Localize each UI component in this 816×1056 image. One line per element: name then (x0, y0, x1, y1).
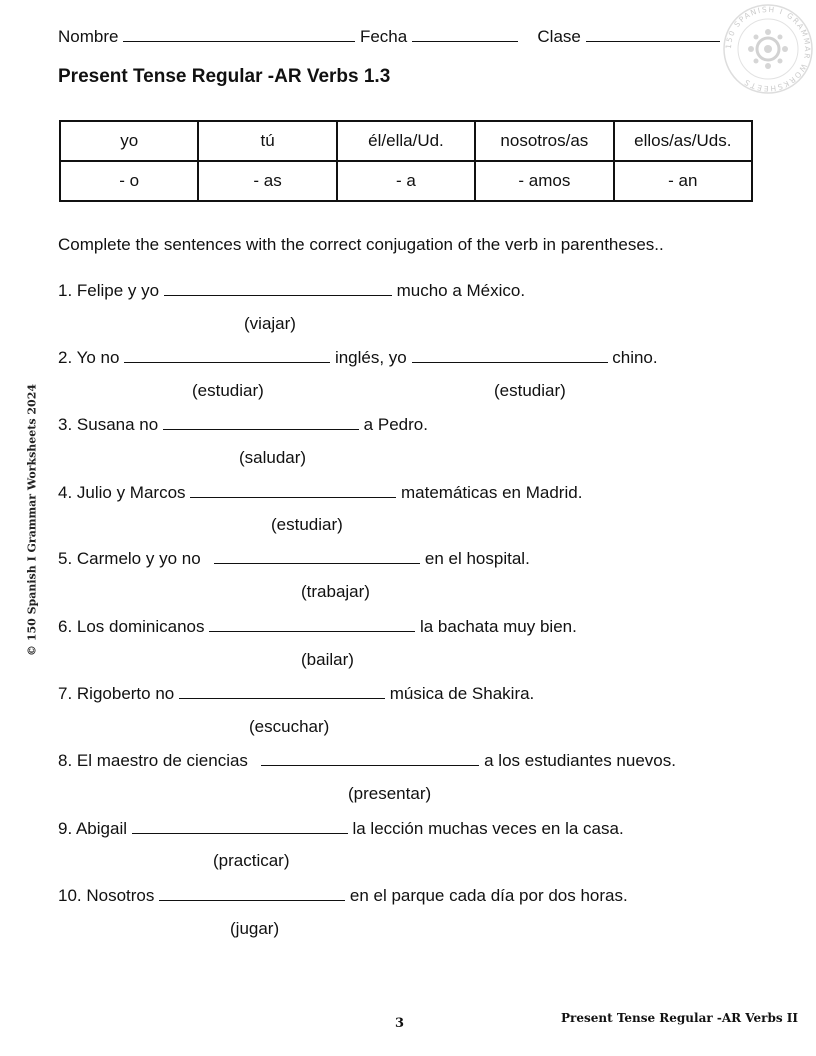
exercise-4 (58, 482, 582, 503)
exercise-text: 7. Rigoberto no (58, 684, 175, 703)
answer-blank[interactable] (261, 750, 479, 766)
answer-blank[interactable] (214, 548, 420, 564)
table-cell: él/ella/Ud. (337, 121, 475, 161)
exercise-text: chino. (612, 348, 658, 367)
class-label: Clase (537, 27, 581, 46)
header-row (58, 26, 720, 47)
exercise-1 (58, 280, 525, 301)
verb-hint: (jugar) (230, 919, 280, 938)
answer-blank[interactable] (179, 683, 385, 699)
exercise-9 (58, 818, 624, 839)
exercise-text: la bachata muy bien. (419, 617, 577, 636)
exercise-2 (58, 347, 658, 368)
table-cell: yo (60, 121, 198, 161)
exercise-text: 1. Felipe y yo (58, 281, 160, 300)
exercise-text: en el parque cada día por dos horas. (349, 886, 628, 905)
exercise-3 (58, 414, 428, 435)
exercise-8 (58, 750, 676, 771)
exercise-text: la lección muchas veces en la casa. (352, 819, 624, 838)
exercise-10 (58, 885, 628, 906)
exercise-text: 3. Susana no (58, 415, 159, 434)
exercise-text: a Pedro. (363, 415, 428, 434)
answer-blank[interactable] (163, 414, 359, 430)
exercise-text: 5. Carmelo y yo no (58, 549, 201, 568)
verb-hint: (viajar) (244, 314, 296, 333)
verb-hint: (trabajar) (301, 582, 370, 601)
exercise-text: en el hospital. (424, 549, 530, 568)
exercise-text: 6. Los dominicanos (58, 617, 205, 636)
exercise-text: inglés, yo (334, 348, 407, 367)
table-cell: - o (60, 161, 198, 201)
date-field[interactable] (412, 26, 518, 42)
page-number: 3 (395, 1016, 405, 1031)
table-cell: ellos/as/Uds. (614, 121, 752, 161)
exercise-6 (58, 616, 577, 637)
svg-text:150 SPANISH I GRAMMAR WORKSHEE: 150 SPANISH I GRAMMAR WORKSHEETS (723, 4, 813, 94)
exercise-text: mucho a México. (396, 281, 526, 300)
pronoun-row (60, 121, 752, 161)
verb-hint: (presentar) (348, 784, 432, 803)
exercise-text: 10. Nosotros (58, 886, 155, 905)
name-label: Nombre (58, 27, 119, 46)
table-cell: - a (337, 161, 475, 201)
exercise-text: 2. Yo no (58, 348, 120, 367)
side-copyright: © 150 Spanish I Grammar Worksheets 2024 (25, 383, 39, 657)
name-field[interactable] (123, 26, 355, 42)
table-cell: nosotros/as (475, 121, 613, 161)
exercise-text: matemáticas en Madrid. (401, 483, 583, 502)
verb-hint: (estudiar) (271, 515, 343, 534)
table-cell: tú (198, 121, 336, 161)
page-title: Present Tense Regular -AR Verbs 1.3 (58, 66, 391, 87)
exercise-text: a los estudiantes nuevos. (484, 751, 676, 770)
answer-blank[interactable] (190, 482, 396, 498)
exercise-text: 8. El maestro de ciencias (58, 751, 248, 770)
verb-hint: (estudiar) (494, 381, 566, 400)
exercise-text: música de Shakira. (389, 684, 535, 703)
footer-title: Present Tense Regular -AR Verbs II (561, 1011, 799, 1025)
exercise-text: 9. Abigail (58, 819, 127, 838)
instructions: Complete the sentences with the correct conjugation of the verb in parentheses.. (58, 235, 664, 254)
ending-row (60, 161, 752, 201)
exercise-7 (58, 683, 534, 704)
seal-logo-icon (722, 3, 814, 95)
table-cell: - as (198, 161, 336, 201)
conjugation-table (59, 120, 753, 202)
verb-hint: (saludar) (239, 448, 307, 467)
date-label: Fecha (359, 27, 408, 46)
table-cell: - an (614, 161, 752, 201)
verb-hint: (practicar) (213, 851, 290, 870)
answer-blank[interactable] (209, 616, 415, 632)
table-cell: - amos (475, 161, 613, 201)
exercise-text: 4. Julio y Marcos (58, 483, 186, 502)
verb-hint: (estudiar) (192, 381, 264, 400)
verb-hint: (escuchar) (249, 717, 330, 736)
exercise-5 (58, 548, 530, 569)
answer-blank[interactable] (132, 818, 348, 834)
answer-blank[interactable] (124, 347, 330, 363)
answer-blank[interactable] (159, 885, 345, 901)
verb-hint: (bailar) (301, 650, 354, 669)
answer-blank[interactable] (412, 347, 608, 363)
answer-blank[interactable] (164, 280, 392, 296)
class-field[interactable] (586, 26, 720, 42)
